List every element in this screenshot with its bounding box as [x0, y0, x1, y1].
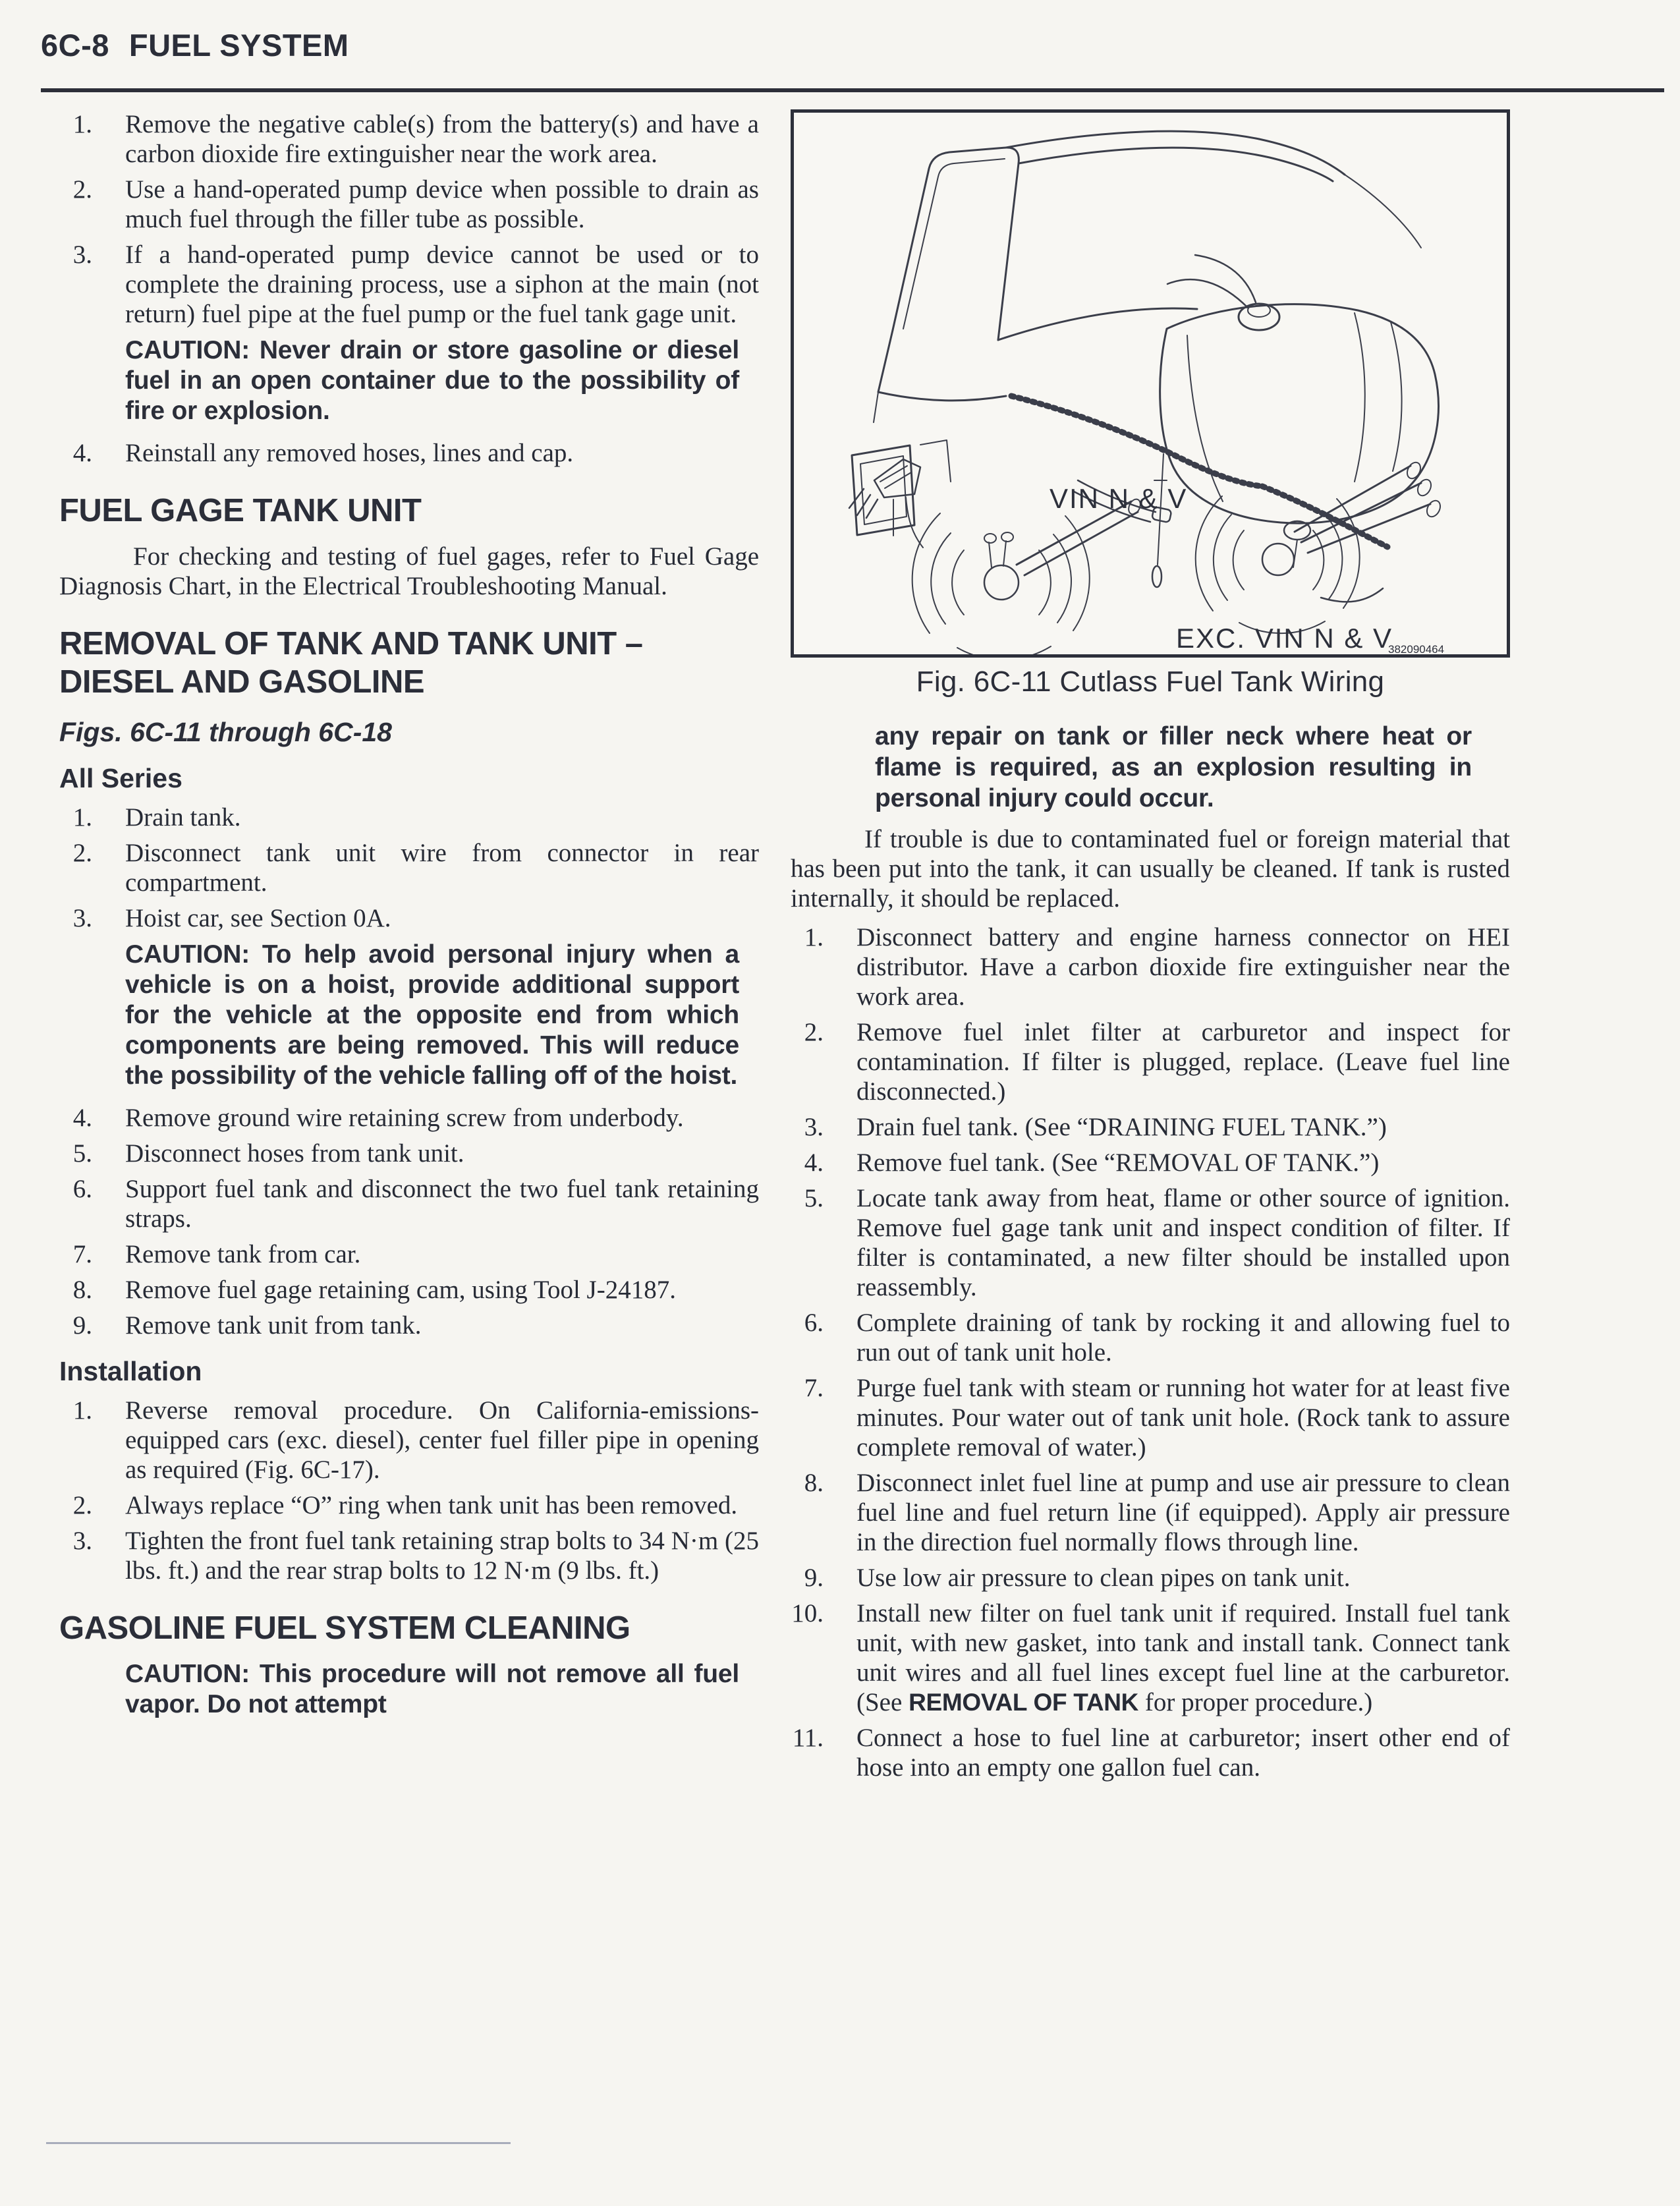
list-item-text: If a hand-operated pump device cannot be used or to complete the draining process, use a siphon at the main (not return) fuel pipe at the fuel pump or the fuel tank gage unit. [125, 240, 759, 328]
list-item-number: 6. [804, 1309, 824, 1337]
list-item-number: 7. [72, 1240, 92, 1268]
caution-block-hoist: CAUTION: To help avoid personal injury when a vehicle is on a hoist, provide additional support for the vehicle at the opposite end from which components are being removed. This will reduce the possibility of the vehicle falling off of the hoist. [125, 940, 739, 1090]
page-header [41, 32, 1667, 70]
list-item [791, 1373, 1510, 1462]
right-column [791, 109, 1510, 1788]
list-item-text-before: Install new filter on fuel tank unit if required. Install fuel tank unit, with new gasket, into tank and install tank. Connect tank unit wires and all fuel lines except fuel line at the carburetor. (See [856, 1599, 1510, 1716]
cleaning-steps-list [791, 922, 1510, 1782]
list-item-text: Disconnect hoses from tank unit. [125, 1139, 464, 1168]
list-item-text: Remove tank unit from tank. [125, 1311, 422, 1340]
list-item [59, 903, 759, 933]
list-item-text: Connect a hose to fuel line at carburetor; insert other end of hose into an empty one gallon fuel can. [856, 1724, 1510, 1782]
list-item [59, 1139, 759, 1168]
list-item-number: 11. [792, 1724, 824, 1752]
list-item-text: Use low air pressure to clean pipes on tank unit. [856, 1564, 1351, 1592]
list-item-text: Disconnect tank unit wire from connector in rear compartment. [125, 839, 759, 897]
list-item-number: 8. [72, 1276, 92, 1304]
list-item-text: Use a hand-operated pump device when possible to drain as much fuel through the filler tube as possible. [125, 175, 759, 233]
list-item-text: Hoist car, see Section 0A. [125, 904, 391, 932]
list-item-number: 1. [804, 923, 824, 951]
page-header-text [41, 32, 1667, 63]
list-item-text [856, 1598, 1510, 1717]
list-item [59, 1490, 759, 1520]
list-item-text: Drain tank. [125, 803, 241, 832]
left-column [59, 109, 759, 1788]
list-item [791, 1468, 1510, 1557]
figure-6c-11 [791, 109, 1510, 658]
list-item-text: Tighten the front fuel tank retaining strap bolts to 34 N·m (25 lbs. ft.) and the rear strap bolts to 12 N·m (9 lbs. ft.) [125, 1527, 759, 1585]
list-item [791, 1563, 1510, 1593]
removal-of-tank-reference: REMOVAL OF TANK [909, 1689, 1139, 1716]
list-item-text: Reverse removal procedure. On California-emissions-equipped cars (exc. diesel), center fuel filler pipe in opening as required (Fig. 6C-17). [125, 1396, 759, 1484]
figure-caption: Fig. 6C-11 Cutlass Fuel Tank Wiring [916, 665, 1385, 698]
list-item-text: Complete draining of tank by rocking it and allowing fuel to run out of tank unit hole. [856, 1309, 1510, 1367]
list-item-text: Disconnect inlet fuel line at pump and use air pressure to clean fuel line and fuel return line (if equipped). Apply air pressure in the direction fuel normally flows through line. [856, 1469, 1510, 1556]
list-item-text: Remove fuel inlet filter at carburetor and inspect for contamination. If filter is plugged, replace. (Leave fuel line disconnected.) [856, 1018, 1510, 1106]
list-item [791, 1308, 1510, 1367]
list-item [59, 1275, 759, 1305]
list-item-number: 2. [72, 175, 92, 204]
figure-label-exc-vin: EXC. VIN N & V [1176, 623, 1393, 654]
caution-continuation: any repair on tank or filler neck where heat or flame is required, as an explosion resulting in personal injury could occur. [875, 722, 1472, 812]
list-item [59, 1526, 759, 1585]
list-item [791, 1598, 1510, 1717]
figures-reference: Figs. 6C-11 through 6C-18 [59, 717, 392, 747]
list-item [791, 1017, 1510, 1106]
fuel-tank-wiring-drawing [794, 113, 1507, 654]
scan-artifact-line [46, 2142, 511, 2144]
list-item-number: 4. [72, 439, 92, 467]
list-item [791, 1148, 1510, 1177]
list-item-number: 1. [72, 110, 92, 138]
list-item-text: Always replace “O” ring when tank unit has been removed. [125, 1491, 738, 1519]
list-item-text: Remove fuel tank. (See “REMOVAL OF TANK.”) [856, 1148, 1380, 1177]
list-item [59, 803, 759, 832]
page-title: FUEL SYSTEM [128, 32, 349, 63]
contamination-paragraph: If trouble is due to contaminated fuel or foreign material that has been put into the tank, it can usually be cleaned. If tank is rusted internally, it should be replaced. [791, 825, 1510, 913]
figure-part-number: 382090464 [1388, 643, 1445, 654]
list-item-text: Remove the negative cable(s) from the battery(s) and have a carbon dioxide fire extinguisher near the work area. [125, 110, 759, 168]
list-item-number: 3. [804, 1113, 824, 1141]
section-heading-cleaning: GASOLINE FUEL SYSTEM CLEANING [59, 1610, 630, 1646]
list-item [59, 438, 759, 468]
subheading-installation: Installation [59, 1356, 202, 1386]
list-item-number: 3. [72, 1527, 92, 1555]
list-item [59, 175, 759, 234]
list-item-text: Purge fuel tank with steam or running hot water for at least five minutes. Pour water out of tank unit hole. (Rock tank to assure complete removal of water.) [856, 1374, 1510, 1461]
list-item [59, 1103, 759, 1133]
list-item-number: 5. [804, 1184, 824, 1212]
caution-block-cleaning: CAUTION: This procedure will not remove all fuel vapor. Do not attempt [125, 1660, 739, 1718]
list-item-text: Remove fuel gage retaining cam, using Tool J-24187. [125, 1276, 676, 1304]
subheading-all-series: All Series [59, 763, 182, 793]
list-item-number: 4. [72, 1104, 92, 1132]
list-item-text: Locate tank away from heat, flame or other source of ignition. Remove fuel gage tank unit and inspect condition of filter. If filter is contaminated, a new filter should be installed upon reassembly. [856, 1184, 1510, 1301]
list-item-number: 2. [804, 1018, 824, 1046]
list-item-text-after: for proper procedure.) [1138, 1688, 1373, 1716]
list-item-text: Disconnect battery and engine harness connector on HEI distributor. Have a carbon dioxide fire extinguisher near the work area. [856, 923, 1510, 1011]
list-item [59, 1311, 759, 1340]
list-item [59, 1396, 759, 1485]
list-item-number: 9. [804, 1564, 824, 1592]
list-item [791, 1112, 1510, 1142]
list-item [59, 240, 759, 329]
list-item-number: 6. [72, 1175, 92, 1203]
list-item [59, 1174, 759, 1233]
list-item-text: Drain fuel tank. (See “DRAINING FUEL TANK.”) [856, 1113, 1387, 1141]
list-item-number: 3. [72, 240, 92, 269]
list-item [791, 1723, 1510, 1782]
list-item [791, 922, 1510, 1011]
list-item-number: 4. [804, 1148, 824, 1177]
list-item-number: 1. [72, 1396, 92, 1425]
list-item [59, 1239, 759, 1269]
caution-block-container: CAUTION: Never drain or store gasoline or diesel fuel in an open container due to the possibility of fire or explosion. [125, 336, 739, 425]
section-heading-fuel-gage: FUEL GAGE TANK UNIT [59, 493, 422, 528]
list-item-number: 1. [72, 803, 92, 832]
figure-label-vin: VIN N & V [1050, 483, 1188, 514]
manual-page [0, 32, 1680, 2206]
list-item-number: 3. [72, 904, 92, 932]
list-item [59, 838, 759, 897]
section-heading-removal: REMOVAL OF TANK AND TANK UNIT – DIESEL AND GASOLINE [59, 626, 643, 700]
list-item-number: 2. [72, 1491, 92, 1519]
page-number: 6C-8 [41, 32, 109, 63]
list-item-number: 2. [72, 839, 92, 867]
list-item-number: 5. [72, 1139, 92, 1168]
list-item-number: 10. [791, 1599, 824, 1627]
list-item-number: 8. [804, 1469, 824, 1497]
two-column-layout [59, 109, 1680, 1788]
list-item-text: Remove ground wire retaining screw from underbody. [125, 1104, 684, 1132]
list-item-number: 7. [804, 1374, 824, 1402]
list-item-number: 9. [72, 1311, 92, 1340]
list-item-text: Remove tank from car. [125, 1240, 361, 1268]
list-item [791, 1183, 1510, 1302]
list-item-text: Reinstall any removed hoses, lines and cap. [125, 439, 574, 467]
header-rule [41, 88, 1664, 92]
list-item [59, 109, 759, 169]
fuel-gage-paragraph: For checking and testing of fuel gages, refer to Fuel Gage Diagnosis Chart, in the Electrical Troubleshooting Manual. [59, 542, 759, 600]
list-item-text: Support fuel tank and disconnect the two fuel tank retaining straps. [125, 1175, 759, 1233]
